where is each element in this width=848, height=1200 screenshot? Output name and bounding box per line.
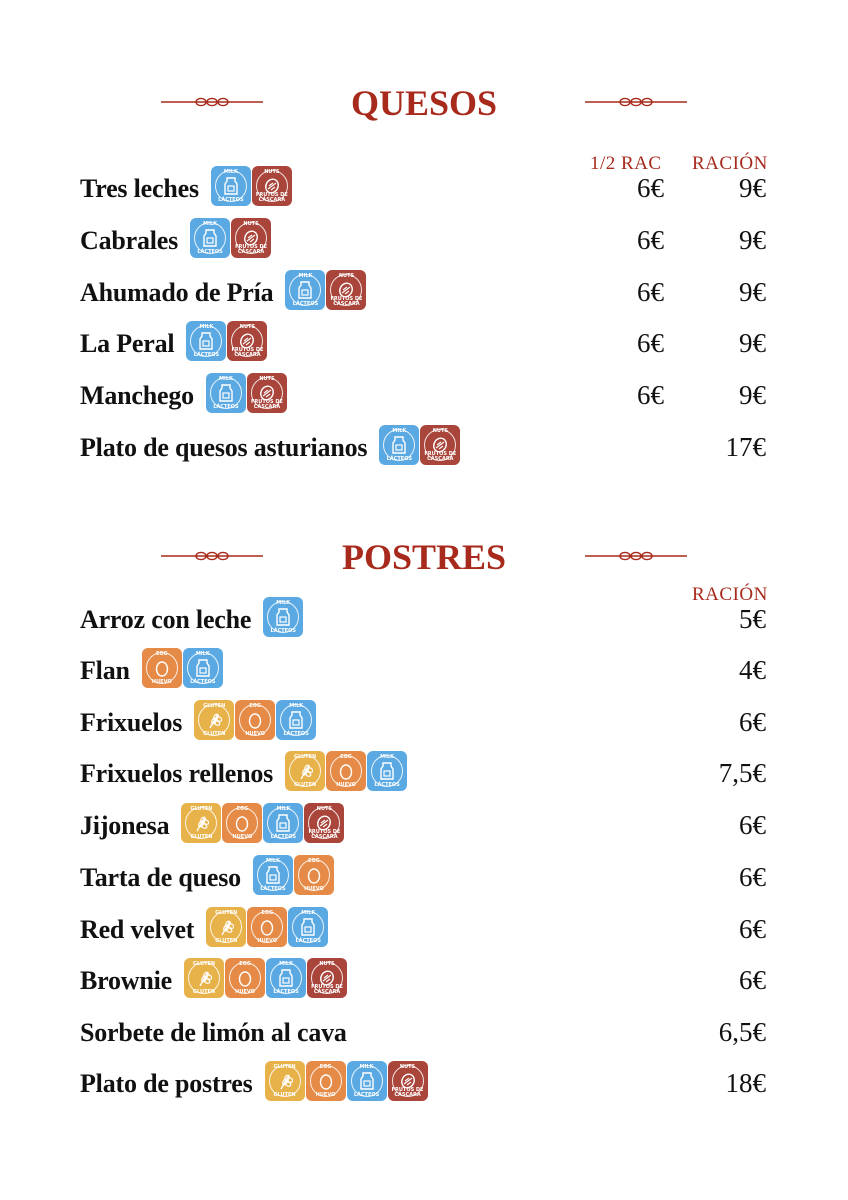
menu-item-name: Sorbete de limón al cava [80, 1018, 347, 1047]
milk-carton-icon [203, 229, 217, 247]
egg-icon [235, 814, 249, 832]
milk-carton-icon [266, 866, 280, 884]
nut-icon [399, 1072, 417, 1090]
gluten-allergen-icon: GLUTEN GLUTEN [206, 907, 246, 947]
nut-icon [238, 332, 256, 350]
column-header-ration: RACIÓN [692, 584, 768, 605]
wheat-icon [196, 969, 212, 987]
allergen-icons [186, 321, 267, 363]
column-header-ration: RACIÓN [692, 153, 768, 174]
milk-allergen-icon: MILK LÁCTEOS [285, 270, 325, 310]
nuts-allergen-icon: NUTS FRUTOS DE CÁSCARA [420, 425, 460, 465]
egg-allergen-icon: EGG HUEVO [294, 855, 334, 895]
allergen-icons [181, 803, 344, 845]
allergen-icons [142, 648, 223, 690]
nuts-allergen-icon: NUTS FRUTOS DE CÁSCARA [307, 958, 347, 998]
ration-price: 5€ [739, 604, 766, 634]
egg-allergen-icon: EGG HUEVO [306, 1061, 346, 1101]
milk-allergen-icon: MILK LÁCTEOS [253, 855, 293, 895]
wheat-icon [206, 711, 222, 729]
ration-price: 6,5€ [718, 1017, 766, 1047]
milk-allergen-icon: MILK LÁCTEOS [186, 321, 226, 361]
milk-carton-icon [279, 969, 293, 987]
milk-carton-icon [199, 332, 213, 350]
milk-carton-icon [219, 384, 233, 402]
milk-carton-icon [224, 177, 238, 195]
ration-price: 6€ [739, 707, 766, 737]
milk-allergen-icon: MILK LÁCTEOS [266, 958, 306, 998]
column-header-half-ration: 1/2 RAC [590, 153, 662, 174]
milk-allergen-icon: MILK LÁCTEOS [347, 1061, 387, 1101]
nut-icon [258, 384, 276, 402]
egg-icon [319, 1072, 333, 1090]
half-ration-price: 6€ [637, 328, 664, 358]
egg-icon [260, 918, 274, 936]
menu-item [0, 1061, 848, 1107]
menu-item [0, 751, 848, 797]
ration-price: 6€ [739, 862, 766, 892]
ration-price: 6€ [739, 914, 766, 944]
menu-item-name: Tres leches [80, 174, 199, 203]
postres-title: POSTRES [341, 537, 507, 577]
milk-allergen-icon: MILK LÁCTEOS [288, 907, 328, 947]
milk-allergen-icon: MILK LÁCTEOS [367, 751, 407, 791]
allergen-icons [194, 700, 316, 742]
half-ration-price: 6€ [637, 225, 664, 255]
egg-icon [339, 762, 353, 780]
menu-item-name: Plato de quesos asturianos [80, 433, 368, 462]
allergen-icons [285, 270, 366, 312]
milk-allergen-icon: MILK LÁCTEOS [211, 166, 251, 206]
allergen-icons [379, 425, 460, 467]
menu-item-name: Cabrales [80, 226, 179, 255]
menu-item [0, 597, 848, 643]
gluten-allergen-icon: GLUTEN GLUTEN [181, 803, 221, 843]
nut-icon [318, 969, 336, 987]
milk-carton-icon [298, 281, 312, 299]
nuts-allergen-icon: NUTS FRUTOS DE CÁSCARA [227, 321, 267, 361]
menu-item-name: Ahumado de Pría [80, 278, 274, 307]
egg-allergen-icon: EGG HUEVO [142, 648, 182, 688]
egg-allergen-icon: EGG HUEVO [225, 958, 265, 998]
menu-item [0, 803, 848, 849]
menu-item-name: Red velvet [80, 915, 195, 944]
nut-icon [315, 814, 333, 832]
nuts-allergen-icon: NUTS FRUTOS DE CÁSCARA [326, 270, 366, 310]
allergen-icons [265, 1061, 428, 1103]
ration-price: 6€ [739, 810, 766, 840]
allergen-icons [206, 907, 328, 949]
ration-price: 9€ [739, 277, 766, 307]
egg-allergen-icon: EGG HUEVO [326, 751, 366, 791]
wheat-icon [218, 918, 234, 936]
menu-item-name: La Peral [80, 329, 175, 358]
menu-item [0, 218, 848, 264]
egg-allergen-icon: EGG HUEVO [222, 803, 262, 843]
ration-price: 7,5€ [718, 758, 766, 788]
egg-allergen-icon: EGG HUEVO [235, 700, 275, 740]
egg-icon [248, 711, 262, 729]
nuts-allergen-icon: NUTS FRUTOS DE CÁSCARA [252, 166, 292, 206]
nuts-allergen-icon: NUTS FRUTOS DE CÁSCARA [231, 218, 271, 258]
milk-carton-icon [289, 711, 303, 729]
allergen-icons [253, 855, 334, 897]
ornament-right-icon [585, 550, 687, 562]
ration-price: 9€ [739, 225, 766, 255]
ration-price: 9€ [739, 173, 766, 203]
menu-item [0, 907, 848, 953]
menu-item-name: Plato de postres [80, 1069, 253, 1098]
half-ration-price: 6€ [637, 380, 664, 410]
menu-item [0, 270, 848, 316]
menu-item-name: Frixuelos rellenos [80, 759, 274, 788]
menu-item-name: Flan [80, 656, 130, 685]
ration-price: 4€ [739, 655, 766, 685]
menu-item [0, 855, 848, 901]
ration-price: 18€ [725, 1068, 766, 1098]
half-ration-price: 6€ [637, 277, 664, 307]
egg-icon [155, 659, 169, 677]
milk-carton-icon [196, 659, 210, 677]
ration-price: 9€ [739, 380, 766, 410]
milk-allergen-icon: MILK LÁCTEOS [276, 700, 316, 740]
milk-allergen-icon: MILK LÁCTEOS [190, 218, 230, 258]
ration-price: 6€ [739, 965, 766, 995]
milk-carton-icon [392, 436, 406, 454]
wheat-icon [193, 814, 209, 832]
milk-allergen-icon: MILK LÁCTEOS [183, 648, 223, 688]
allergen-icons [206, 373, 287, 415]
menu-item [0, 321, 848, 367]
menu-item-name: Frixuelos [80, 708, 183, 737]
milk-allergen-icon: MILK LÁCTEOS [263, 803, 303, 843]
milk-carton-icon [360, 1072, 374, 1090]
menu-item-name: Jijonesa [80, 811, 170, 840]
quesos-title: QUESOS [350, 83, 498, 123]
ornament-right-icon [585, 96, 687, 108]
nut-icon [431, 436, 449, 454]
menu-item [0, 1010, 848, 1056]
menu-item-name: Manchego [80, 381, 194, 410]
allergen-icons [285, 751, 407, 793]
menu-item-name: Arroz con leche [80, 605, 252, 634]
wheat-icon [277, 1072, 293, 1090]
ration-price: 17€ [725, 432, 766, 462]
nuts-allergen-icon: NUTS FRUTOS DE CÁSCARA [388, 1061, 428, 1101]
menu-item-name: Brownie [80, 966, 173, 995]
menu-item [0, 648, 848, 694]
nut-icon [337, 281, 355, 299]
ration-price: 9€ [739, 328, 766, 358]
gluten-allergen-icon: GLUTEN GLUTEN [184, 958, 224, 998]
milk-allergen-icon: MILK LÁCTEOS [263, 597, 303, 637]
allergen-icons [211, 166, 292, 208]
milk-allergen-icon: MILK LÁCTEOS [206, 373, 246, 413]
half-ration-price: 6€ [637, 173, 664, 203]
milk-carton-icon [301, 918, 315, 936]
allergen-icons [263, 597, 303, 639]
gluten-allergen-icon: GLUTEN GLUTEN [194, 700, 234, 740]
allergen-icons [190, 218, 271, 260]
nut-icon [242, 229, 260, 247]
wheat-icon [297, 762, 313, 780]
gluten-allergen-icon: GLUTEN GLUTEN [285, 751, 325, 791]
nut-icon [263, 177, 281, 195]
gluten-allergen-icon: GLUTEN GLUTEN [265, 1061, 305, 1101]
allergen-icons [184, 958, 347, 1000]
menu-item-name: Tarta de queso [80, 863, 241, 892]
menu-item [0, 373, 848, 419]
egg-icon [238, 969, 252, 987]
menu-item [0, 166, 848, 212]
menu-item [0, 700, 848, 746]
milk-allergen-icon: MILK LÁCTEOS [379, 425, 419, 465]
menu-item [0, 425, 848, 471]
menu-item [0, 958, 848, 1004]
nuts-allergen-icon: NUTS FRUTOS DE CÁSCARA [304, 803, 344, 843]
nuts-allergen-icon: NUTS FRUTOS DE CÁSCARA [247, 373, 287, 413]
egg-allergen-icon: EGG HUEVO [247, 907, 287, 947]
milk-carton-icon [276, 608, 290, 626]
milk-carton-icon [380, 762, 394, 780]
egg-icon [307, 866, 321, 884]
milk-carton-icon [276, 814, 290, 832]
